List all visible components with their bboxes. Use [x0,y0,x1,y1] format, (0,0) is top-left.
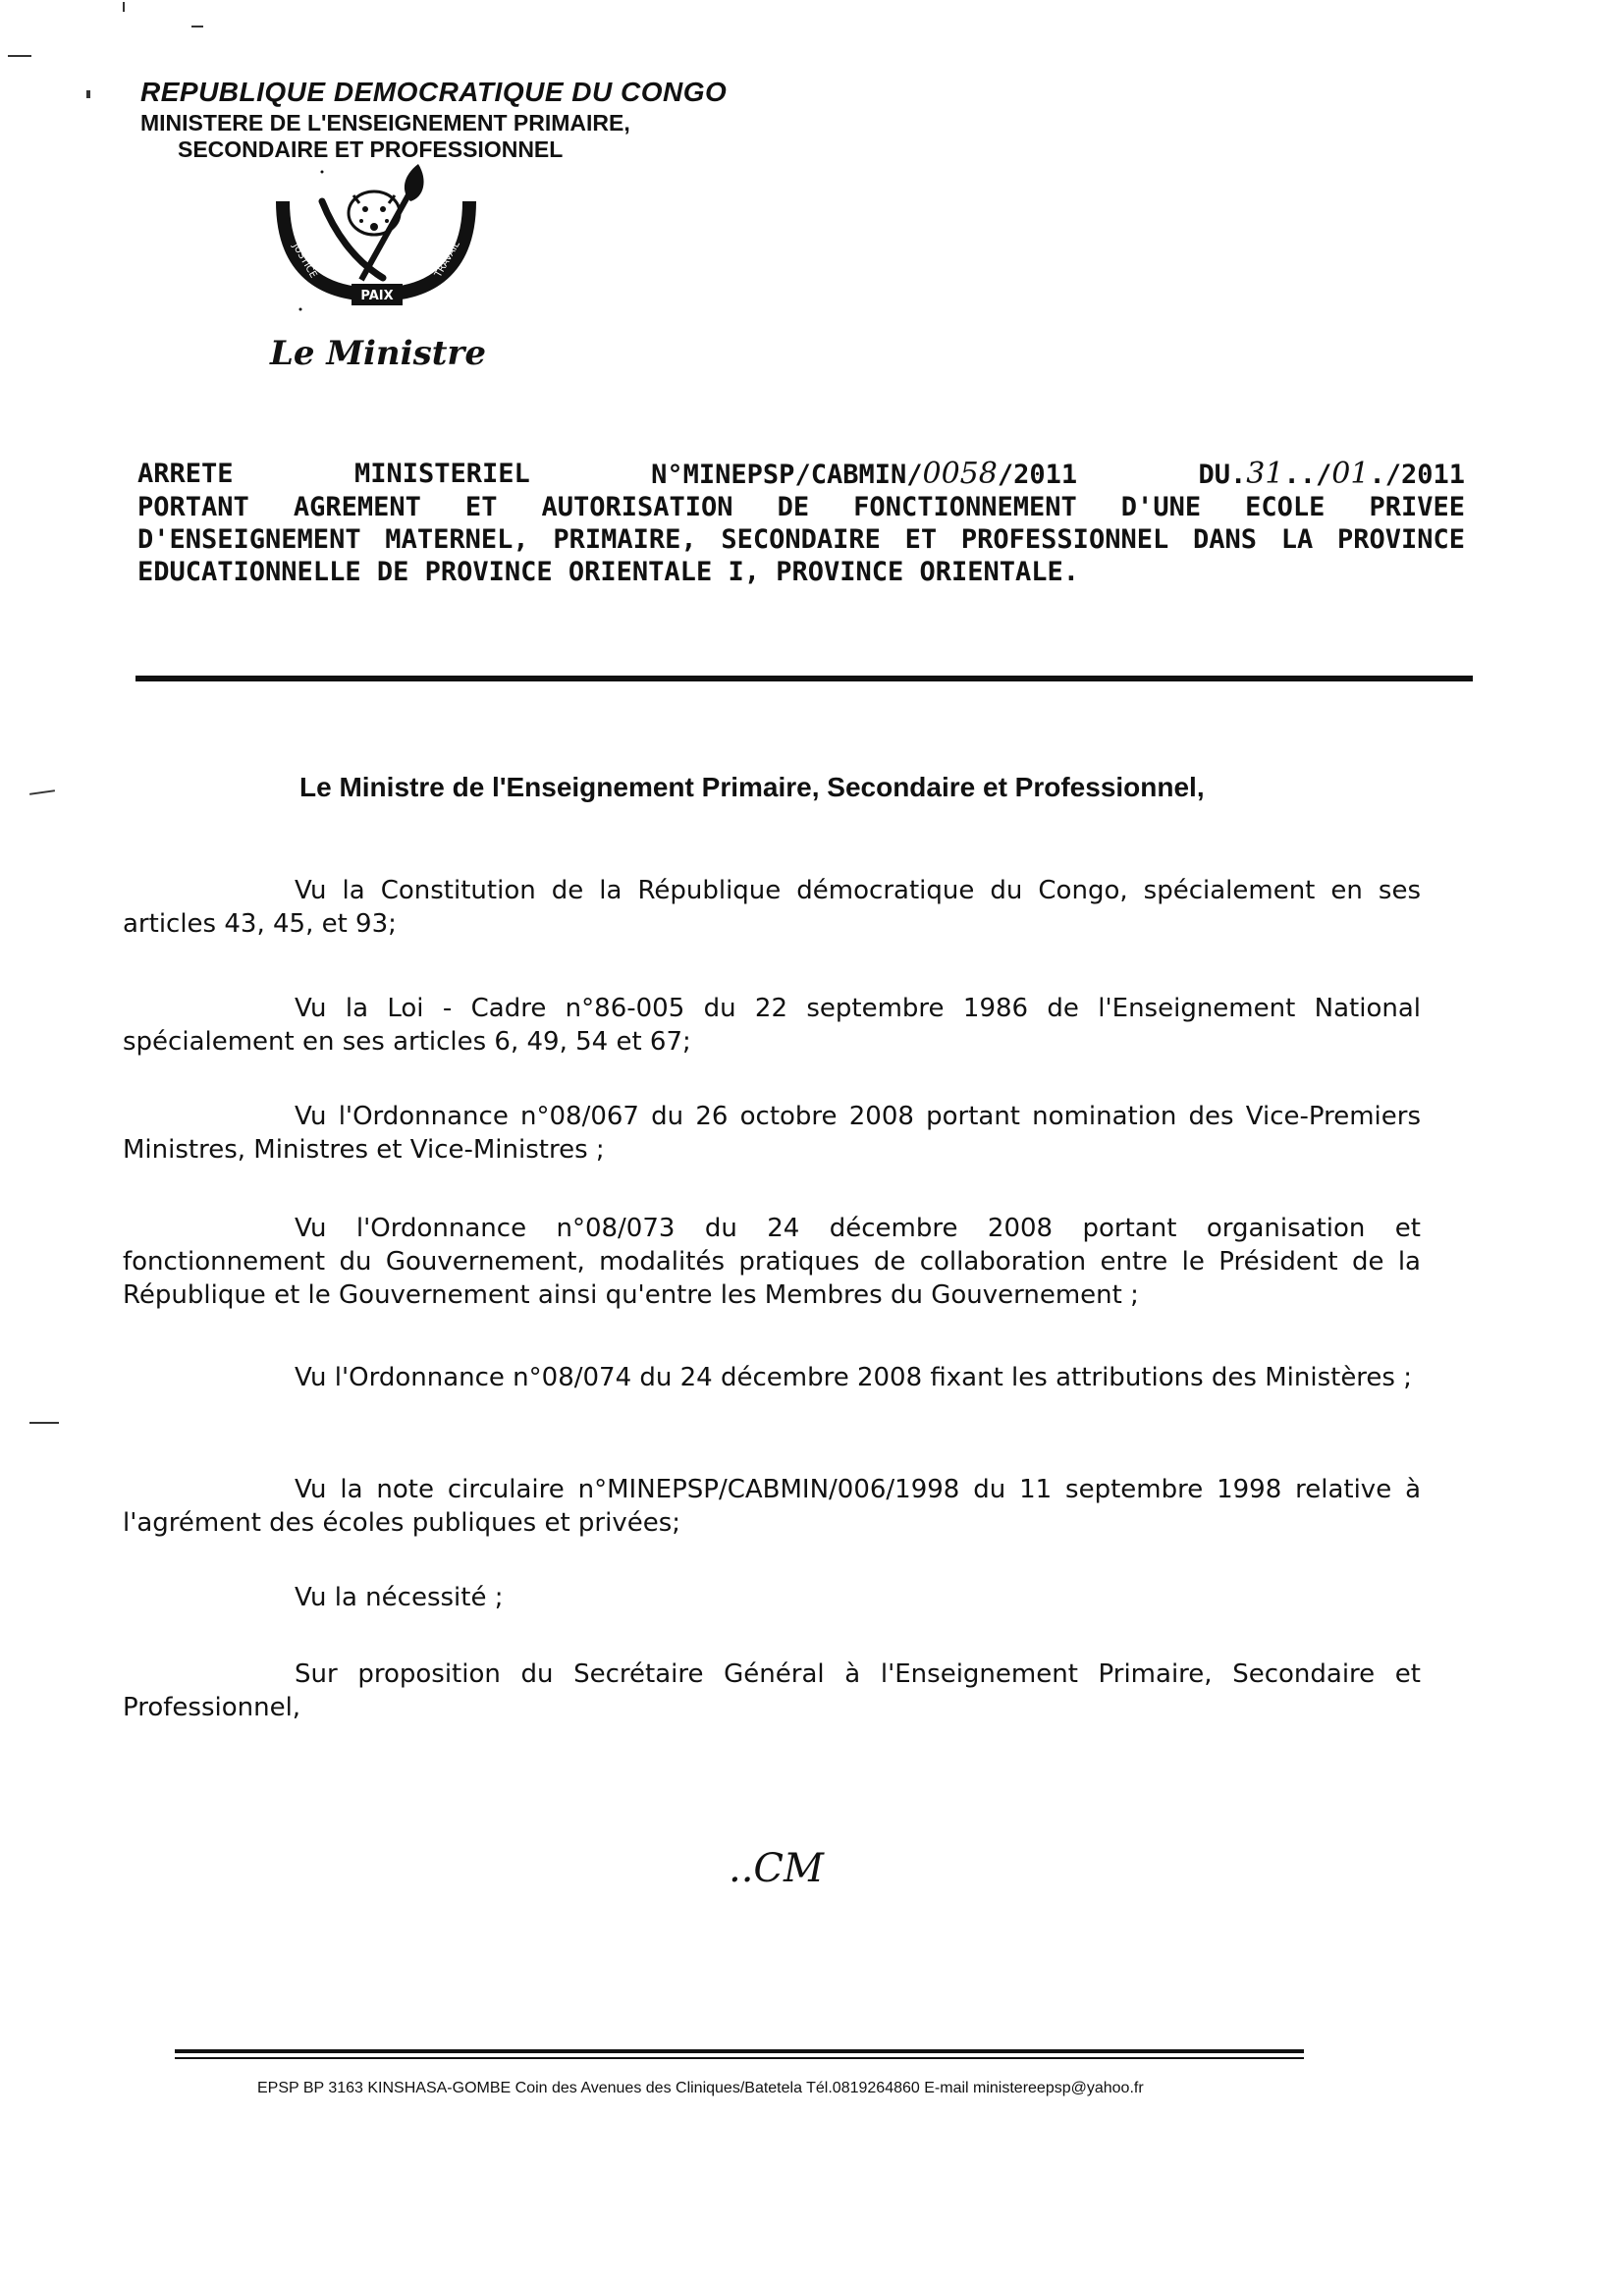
decree-word-ministeriel: MINISTERIEL [353,459,530,489]
consideration-paragraph: Vu la note circulaire n°MINEPSP/CABMIN/006/1998 du 11 septembre 1998 relative à l'agrément des écoles publiques et privées; [123,1475,1421,1538]
scan-mark [123,2,125,12]
consideration-paragraph: Vu la Loi - Cadre n°86-005 du 22 septembre 1986 de l'Enseignement National spécialement en ses articles 6, 49, 54 et 67; [123,994,1421,1057]
footer-contact: EPSP BP 3163 KINSHASA-GOMBE Coin des Avenues des Cliniques/Batetela Tél.0819264860 E-mail ministereepsp@yahoo.fr [257,2080,1144,2096]
footer-divider [175,2057,1304,2059]
ministry-name [140,110,630,163]
decree-reference-year: /2011 [997,460,1078,490]
scan-mark [8,55,31,57]
decree-reference-line [137,458,1465,491]
footer-divider [175,2049,1304,2053]
decree-title [137,458,1465,588]
decree-reference-prefix: N°MINEPSP/CABMIN/ [651,460,923,490]
decree-subject: PORTANT AGREMENT ET AUTORISATION DE FONCTIONNEMENT D'UNE ECOLE PRIVEE D'ENSEIGNEMENT MATERNEL, PRIMAIRE, SECONDAIRE ET PROFESSIONNEL DANS LA PROVINCE EDUCATIONNELLE DE PROVINCE ORIENTALE I, PROVINCE ORIENTALE. [137,492,1465,587]
decree-date-prefix: DU [1198,460,1231,490]
ministry-line-1: MINISTERE DE L'ENSEIGNEMENT PRIMAIRE, [140,110,630,136]
minister-heading: Le Ministre de l'Enseignement Primaire, Secondaire et Professionnel, [299,772,1205,802]
emblem-ribbon-right: TRAVAIL [433,239,462,280]
scan-mark [86,90,90,98]
consideration-paragraph: Vu l'Ordonnance n°08/073 du 24 décembre 2008 portant organisation et fonctionnement du Gouvernement, modalités pratiques de collaboration entre le Président de la République et le Gouvernement ainsi qu'entre les Membres du Gouvernement ; [123,1214,1421,1310]
scan-mark [191,26,203,27]
scan-mark [29,1422,59,1424]
decree-date-day: 31 [1246,457,1284,491]
decree-word-arrete: ARRETE [137,459,234,489]
decree-date-year: /2011 [1384,460,1465,490]
coat-of-arms-icon [263,162,489,319]
scan-mark [29,789,55,795]
signatory-title: Le Ministre [270,334,486,373]
emblem-ribbon-left: JUSTICE [290,242,319,281]
decree-reference-number: 0058 [922,457,998,491]
decree-reference [651,458,1077,491]
ministry-line-2: SECONDAIRE ET PROFESSIONNEL [178,136,564,162]
consideration-paragraph: Vu la Constitution de la République démocratique du Congo, spécialement en ses articles 43, 45, et 93; [123,876,1421,939]
consideration-paragraph: Sur proposition du Secrétaire Général à l'Enseignement Primaire, Secondaire et Professionnel, [123,1659,1421,1722]
country-name: REPUBLIQUE DEMOCRATIQUE DU CONGO [140,77,728,107]
consideration-paragraph: Vu la nécessité ; [295,1583,504,1612]
handwritten-initials: ..CM [729,1846,824,1891]
consideration-paragraph: Vu l'Ordonnance n°08/067 du 26 octobre 2008 portant nomination des Vice-Premiers Ministres, Ministres et Vice-Ministres ; [123,1102,1421,1165]
emblem-ribbon-center: PAIX [360,289,394,303]
decree-date-month: 01 [1331,457,1370,491]
consideration-paragraph: Vu l'Ordonnance n°08/074 du 24 décembre 2008 fixant les attributions des Ministères ; [295,1363,1412,1392]
title-divider [135,676,1473,681]
decree-date: DU.31../01./2011 [1198,457,1465,491]
